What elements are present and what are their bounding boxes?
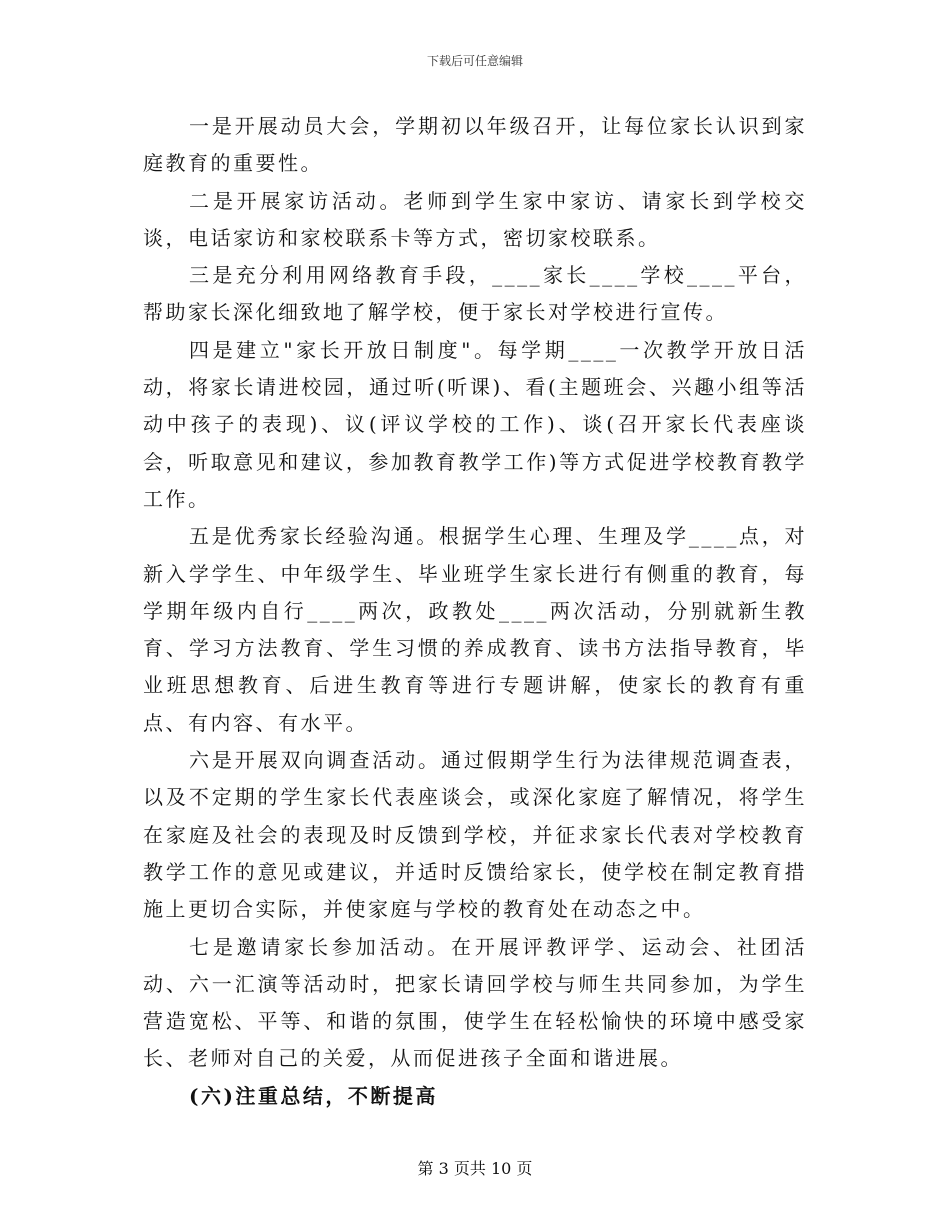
paragraph-1: 一是开展动员大会，学期初以年级召开，让每位家长认识到家庭教育的重要性。	[143, 114, 807, 176]
header-note: 下载后可任意编辑	[426, 54, 523, 68]
paragraph-2: 二是开展家访活动。老师到学生家中家访、请家长到学校交谈，电话家访和家校联系卡等方式，密切家校联系。	[143, 188, 807, 250]
paragraph-7: 七是邀请家长参加活动。在开展评教评学、运动会、社团活动、六一汇演等活动时，把家长请回学校与师生共同参加，为学生营造宽松、平等、和谐的氛围，使学生在轻松愉快的环境中感受家长、老师对自己的关爱，从而促进孩子全面和谐进展。	[143, 934, 807, 1071]
paragraph-4: 四是建立"家长开放日制度"。每学期____一次教学开放日活动，将家长请进校园，通过听(听课)、看(主题班会、兴趣小组等活动中孩子的表现)、议(评议学校的工作)、谈(召开家长代表座谈会，听取意见和建议，参加教育教学工作)等方式促进学校教育教学工作。	[143, 337, 807, 511]
paragraph-6: 六是开展双向调查活动。通过假期学生行为法律规范调查表，以及不定期的学生家长代表座谈会，或深化家庭了解情况，将学生在家庭及社会的表现及时反馈到学校，并征求家长代表对学校教育教学工作的意见或建议，并适时反馈给家长，使学校在制定教育措施上更切合实际，并使家庭与学校的教育处在动态之中。	[143, 748, 807, 922]
document-body	[143, 108, 807, 1115]
page-number: 第 3 页共 10 页	[417, 1159, 533, 1178]
paragraph-5: 五是优秀家长经验沟通。根据学生心理、生理及学____点，对新入学学生、中年级学生、毕业班学生家长进行有侧重的教育，每学期年级内自行____两次，政教处____两次活动，分别就新生教育、学习方法教育、学生习惯的养成教育、读书方法指导教育，毕业班思想教育、后进生教育等进行专题讲解，使家长的教育有重点、有内容、有水平。	[143, 524, 807, 735]
paragraph-3: 三是充分利用网络教育手段，____家长____学校____平台，帮助家长深化细致地了解学校，便于家长对学校进行宣传。	[143, 263, 807, 325]
section-heading: (六)注重总结，不断提高	[189, 1083, 438, 1108]
